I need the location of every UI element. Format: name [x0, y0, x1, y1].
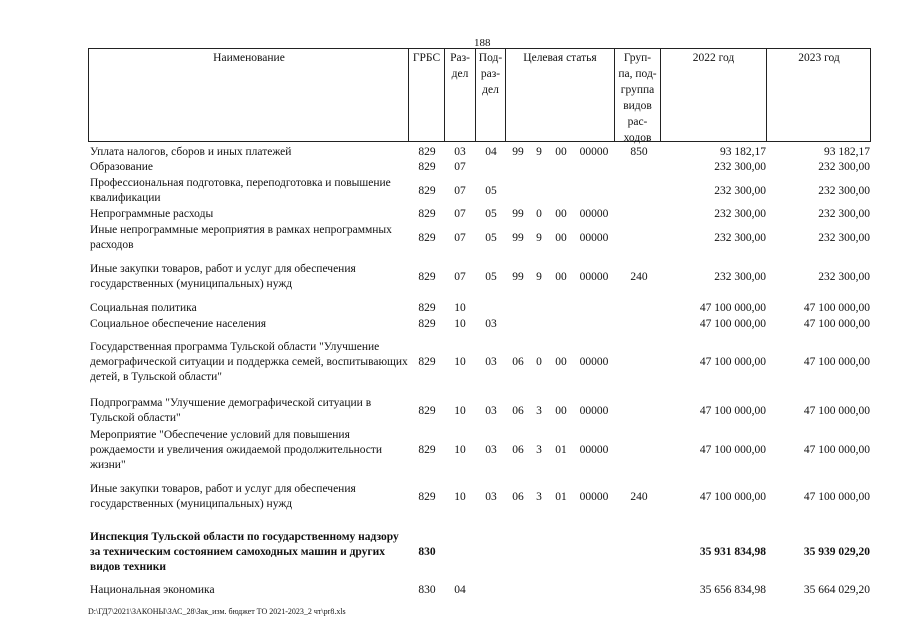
cell-razd: 07 [454, 161, 466, 173]
cell-y2022: 47 100 000,00 [699, 318, 766, 330]
cell-a: 99 [512, 231, 524, 244]
header-razdel: Раз- дел [450, 52, 470, 80]
cell-y2022: 35 656 834,98 [699, 584, 766, 596]
cell-podr: 03 [485, 356, 497, 368]
cell-b: 3 [536, 444, 542, 456]
cell-a: 06 [512, 356, 524, 368]
cell-y2022: 232 300,00 [714, 208, 766, 220]
row-name: Иные непрограммные мероприятия в рамках непрограммных расходов [90, 224, 392, 251]
row-name: Инспекция Тульской области по государственному надзору за техническим состоянием самоходных машин и других видов техники [90, 531, 399, 573]
cell-y2023: 232 300,00 [818, 161, 870, 173]
cell-a: 99 [512, 208, 524, 220]
cell-grbs: 829 [418, 184, 436, 197]
cell-grbs: 829 [418, 404, 436, 417]
table-row [0, 530, 905, 575]
cell-b: 3 [536, 490, 542, 503]
cell-razd: 10 [454, 490, 466, 503]
cell-a: 99 [512, 146, 524, 158]
row-name: Образование [90, 161, 154, 173]
cell-podr: 04 [485, 146, 497, 158]
cell-podr: 05 [485, 184, 497, 197]
cell-podr: 05 [485, 270, 497, 283]
row-name: Мероприятие "Обеспечение условий для повышения рождаемости и увеличения ожидаемой продолжительности жизни" [90, 429, 383, 471]
cell-y2023: 47 100 000,00 [803, 444, 870, 456]
cell-podr: 05 [485, 231, 497, 244]
row-name: Национальная экономика [90, 584, 215, 596]
cell-razd: 10 [454, 444, 466, 456]
cell-a: 06 [512, 444, 524, 456]
cell-razd: 10 [454, 356, 466, 368]
cell-podr: 03 [485, 404, 497, 417]
cell-grbs: 829 [418, 146, 436, 158]
cell-c: 00 [555, 208, 567, 220]
cell-podr: 03 [485, 490, 497, 503]
cell-a: 06 [512, 490, 524, 503]
cell-d: 00000 [579, 208, 609, 220]
cell-y2022: 47 100 000,00 [699, 444, 766, 456]
row-name: Государственная программа Тульской области "Улучшение демографической ситуации и поддержка семей, воспитывающих детей, в Тульской области" [90, 341, 408, 383]
cell-y2023: 47 100 000,00 [803, 356, 870, 368]
cell-y2023: 93 182,17 [824, 146, 870, 158]
cell-grbs: 829 [418, 444, 436, 456]
cell-b: 3 [536, 404, 542, 417]
cell-d: 00000 [579, 356, 609, 368]
table-row [0, 207, 905, 222]
cell-razd: 07 [454, 184, 466, 197]
cell-y2023: 232 300,00 [818, 231, 870, 244]
cell-razd: 07 [454, 208, 466, 220]
cell-d: 00000 [579, 146, 609, 158]
header-target: Целевая статья [523, 52, 597, 64]
row-name: Непрограммные расходы [90, 208, 214, 220]
cell-c: 01 [555, 444, 567, 456]
header-2023: 2023 год [798, 52, 840, 64]
cell-grbs: 829 [418, 208, 436, 220]
cell-y2022: 47 100 000,00 [699, 302, 766, 314]
cell-grbs: 830 [418, 546, 436, 558]
cell-y2023: 47 100 000,00 [803, 302, 870, 314]
row-name: Уплата налогов, сборов и иных платежей [90, 146, 292, 158]
cell-vid: 850 [630, 146, 648, 158]
cell-y2022: 47 100 000,00 [699, 356, 766, 368]
cell-grbs: 829 [418, 490, 436, 503]
header-grbs: ГРБС [412, 52, 441, 64]
cell-y2022: 232 300,00 [714, 270, 766, 283]
cell-d: 00000 [579, 404, 609, 417]
page-number: 188 [474, 37, 491, 49]
table-row [0, 317, 905, 332]
cell-d: 00000 [579, 231, 609, 244]
table-row [0, 340, 905, 385]
cell-c: 01 [555, 490, 567, 503]
cell-grbs: 829 [418, 356, 436, 368]
cell-grbs: 829 [418, 302, 436, 314]
cell-d: 00000 [579, 490, 609, 503]
cell-razd: 10 [454, 318, 466, 330]
table-row [0, 583, 905, 598]
cell-b: 9 [536, 231, 542, 244]
cell-c: 00 [555, 356, 567, 368]
cell-razd: 03 [454, 146, 466, 158]
cell-grbs: 829 [418, 270, 436, 283]
cell-y2023: 232 300,00 [818, 270, 870, 283]
table-row [0, 428, 905, 473]
cell-b: 9 [536, 270, 542, 283]
cell-c: 00 [555, 146, 567, 158]
table-row [0, 396, 905, 426]
cell-c: 00 [555, 231, 567, 244]
header-podrazdel: Под- раз- дел [478, 52, 503, 96]
cell-y2022: 47 100 000,00 [699, 490, 766, 503]
cell-d: 00000 [579, 270, 609, 283]
table-row [0, 160, 905, 175]
cell-vid: 240 [630, 270, 648, 283]
cell-a: 99 [512, 270, 524, 283]
row-name: Иные закупки товаров, работ и услуг для обеспечения государственных (муниципальных) нужд [90, 483, 356, 510]
cell-grbs: 829 [418, 161, 436, 173]
cell-podr: 03 [485, 444, 497, 456]
cell-y2023: 47 100 000,00 [803, 490, 870, 503]
cell-grbs: 830 [418, 584, 436, 596]
header-2022: 2022 год [692, 52, 735, 64]
cell-y2022: 93 182,17 [720, 146, 766, 158]
row-name: Социальная политика [90, 302, 197, 314]
cell-c: 00 [555, 404, 567, 417]
cell-vid: 240 [630, 490, 648, 503]
cell-b: 0 [536, 208, 542, 220]
cell-y2023: 35 939 029,20 [803, 546, 870, 558]
cell-b: 0 [536, 356, 542, 368]
row-name: Подпрограмма "Улучшение демографической ситуации в Тульской области" [90, 397, 372, 424]
cell-b: 9 [536, 146, 542, 158]
cell-razd: 07 [454, 231, 466, 244]
table-row [0, 301, 905, 316]
cell-grbs: 829 [418, 231, 436, 244]
table-row [0, 262, 905, 292]
cell-y2022: 232 300,00 [714, 231, 766, 244]
cell-podr: 03 [485, 318, 497, 330]
cell-y2023: 47 100 000,00 [803, 318, 870, 330]
cell-razd: 10 [454, 404, 466, 417]
cell-y2023: 232 300,00 [818, 184, 870, 197]
cell-y2023: 47 100 000,00 [803, 404, 870, 417]
cell-y2023: 232 300,00 [818, 208, 870, 220]
header-vid: Груп- па, под- группа видов рас- ходов [618, 52, 657, 144]
cell-d: 00000 [579, 444, 609, 456]
table-row [0, 482, 905, 512]
table-row [0, 145, 905, 160]
cell-y2022: 232 300,00 [714, 161, 766, 173]
cell-y2022: 35 931 834,98 [699, 546, 766, 558]
cell-y2022: 47 100 000,00 [699, 404, 766, 417]
cell-a: 06 [512, 404, 524, 417]
cell-grbs: 829 [418, 318, 436, 330]
cell-y2023: 35 664 029,20 [803, 584, 870, 596]
cell-razd: 10 [454, 302, 466, 314]
cell-razd: 07 [454, 270, 466, 283]
cell-podr: 05 [485, 208, 497, 220]
header-name: Наименование [213, 52, 285, 64]
cell-c: 00 [555, 270, 567, 283]
table-row [0, 176, 905, 206]
table-row [0, 223, 905, 253]
cell-y2022: 232 300,00 [714, 184, 766, 197]
row-name: Профессиональная подготовка, переподготовка и повышение квалификации [90, 177, 391, 204]
row-name: Социальное обеспечение населения [90, 318, 267, 330]
row-name: Иные закупки товаров, работ и услуг для обеспечения государственных (муниципальных) нужд [90, 263, 356, 290]
file-path: D:\ГД7\2021\ЗАКОНЫ\ЗАС_28\Зак_изм. бюджет ТО 2021-2023_2 чт\pr8.xls [88, 607, 346, 616]
cell-razd: 04 [454, 584, 466, 596]
